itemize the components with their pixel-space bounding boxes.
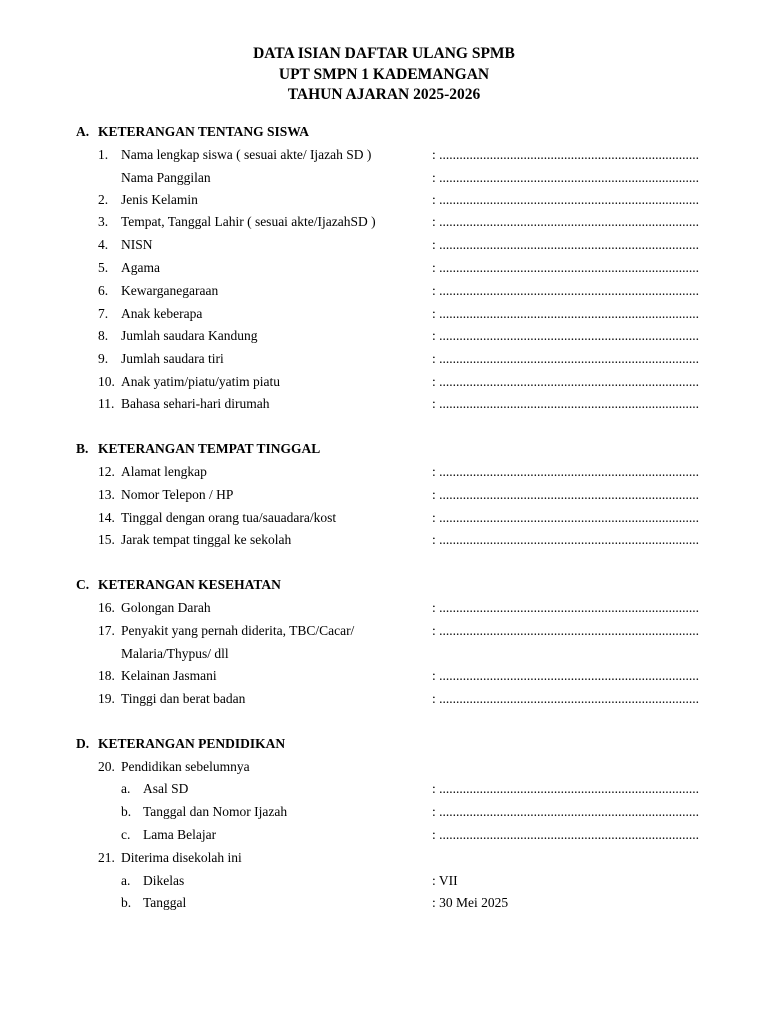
- sub-item-label: Asal SD: [143, 781, 189, 796]
- item-label: Diterima disekolah ini: [121, 850, 242, 865]
- fill-in-field: : .............................................................................: [432, 374, 700, 389]
- item-label: Nama lengkap siswa ( sesuai akte/ Ijazah SD ): [121, 147, 372, 162]
- section-letter: A.: [76, 124, 90, 139]
- item-number: 18.: [98, 668, 115, 683]
- fill-in-field: : .............................................................................: [432, 396, 700, 411]
- fill-in-field: : .............................................................................: [432, 668, 700, 683]
- fill-in-field: : .............................................................................: [432, 827, 700, 842]
- fill-in-field: : .............................................................................: [432, 283, 700, 298]
- sub-item-letter: a.: [121, 873, 131, 888]
- item-label: Anak keberapa: [121, 306, 203, 321]
- item-label: Malaria/Thypus/ dll: [121, 646, 229, 661]
- item-label: Tempat, Tanggal Lahir ( sesuai akte/IjazahSD ): [121, 214, 376, 229]
- section-a-heading: [76, 123, 309, 141]
- item-label: Agama: [121, 260, 160, 275]
- sub-item-label: Lama Belajar: [143, 827, 217, 842]
- section-b-heading: [76, 440, 320, 458]
- item-number: 16.: [98, 600, 115, 615]
- sub-item-label: Tanggal dan Nomor Ijazah: [143, 804, 288, 819]
- fill-in-field: : .............................................................................: [432, 351, 700, 366]
- sub-item-letter: c.: [121, 827, 131, 842]
- item-label: Jarak tempat tinggal ke sekolah: [121, 532, 292, 547]
- fill-in-field: : .............................................................................: [432, 623, 700, 638]
- item-number: 13.: [98, 487, 115, 502]
- sub-item-label: Dikelas: [143, 873, 185, 888]
- section-letter: C.: [76, 577, 90, 592]
- fill-in-field: : .............................................................................: [432, 600, 700, 615]
- fill-in-field: : .............................................................................: [432, 464, 700, 479]
- item-number: 6.: [98, 283, 109, 298]
- section-c-heading: [76, 576, 281, 594]
- title-line-1: DATA ISIAN DAFTAR ULANG SPMB: [253, 45, 515, 62]
- section-title: KETERANGAN PENDIDIKAN: [98, 736, 286, 751]
- fill-in-field: : .............................................................................: [432, 510, 700, 525]
- item-label: Anak yatim/piatu/yatim piatu: [121, 374, 280, 389]
- item-number: 4.: [98, 237, 109, 252]
- section-title: KETERANGAN KESEHATAN: [98, 577, 281, 592]
- item-label: Tinggi dan berat badan: [121, 691, 246, 706]
- fill-in-field: : .............................................................................: [432, 487, 700, 502]
- item-label: Jumlah saudara tiri: [121, 351, 224, 366]
- fill-in-field: : .............................................................................: [432, 804, 700, 819]
- title-line-2: UPT SMPN 1 KADEMANGAN: [278, 65, 490, 83]
- filled-value: : 30 Mei 2025: [432, 895, 509, 910]
- item-label: Tinggal dengan orang tua/sauadara/kost: [121, 510, 337, 525]
- fill-in-field: : .............................................................................: [432, 170, 700, 185]
- fill-in-field: : .............................................................................: [432, 781, 700, 796]
- item-label: Nama Panggilan: [121, 170, 211, 185]
- item-label: Jumlah saudara Kandung: [121, 328, 258, 343]
- title-line-3: TAHUN AJARAN 2025-2026: [287, 86, 481, 103]
- fill-in-field: : .............................................................................: [432, 192, 700, 207]
- filled-value: : VII: [432, 873, 458, 888]
- item-number: 5.: [98, 260, 109, 275]
- fill-in-field: : .............................................................................: [432, 147, 700, 162]
- item-number: 19.: [98, 691, 115, 706]
- item-label: Penyakit yang pernah diderita, TBC/Cacar/: [121, 623, 355, 638]
- sub-item-letter: a.: [121, 781, 131, 796]
- item-label: Kelainan Jasmani: [121, 668, 217, 683]
- item-number: 15.: [98, 532, 115, 547]
- item-number: 21.: [98, 850, 115, 865]
- item-label: NISN: [121, 237, 153, 252]
- item-label: Kewarganegaraan: [121, 283, 219, 298]
- fill-in-field: : .............................................................................: [432, 328, 700, 343]
- item-label: Golongan Darah: [121, 600, 211, 615]
- fill-in-field: : .............................................................................: [432, 214, 700, 229]
- section-title: KETERANGAN TEMPAT TINGGAL: [98, 441, 321, 456]
- item-label: Pendidikan sebelumnya: [121, 759, 250, 774]
- section-title: KETERANGAN TENTANG SISWA: [98, 124, 310, 139]
- item-number: 11.: [98, 396, 115, 411]
- fill-in-field: : .............................................................................: [432, 532, 700, 547]
- item-number: 7.: [98, 306, 109, 321]
- item-label: Bahasa sehari-hari dirumah: [121, 396, 270, 411]
- item-number: 10.: [98, 374, 115, 389]
- item-number: 2.: [98, 192, 109, 207]
- section-letter: B.: [76, 441, 89, 456]
- section-letter: D.: [76, 736, 90, 751]
- fill-in-field: : .............................................................................: [432, 691, 700, 706]
- fill-in-field: : .............................................................................: [432, 237, 700, 252]
- item-label: Nomor Telepon / HP: [121, 487, 234, 502]
- fill-in-field: : .............................................................................: [432, 306, 700, 321]
- item-number: 20.: [98, 759, 115, 774]
- item-number: 8.: [98, 328, 109, 343]
- item-number: 1.: [98, 147, 109, 162]
- item-number: 14.: [98, 510, 115, 525]
- item-number: 17.: [98, 623, 115, 638]
- sub-item-letter: b.: [121, 895, 132, 910]
- section-d-heading: [76, 735, 285, 753]
- item-number: 9.: [98, 351, 109, 366]
- item-number: 12.: [98, 464, 115, 479]
- fill-in-field: : .............................................................................: [432, 260, 700, 275]
- item-label: Jenis Kelamin: [121, 192, 198, 207]
- document-title: [0, 44, 768, 106]
- sub-item-label: Tanggal: [143, 895, 187, 910]
- item-number: 3.: [98, 214, 109, 229]
- item-label: Alamat lengkap: [121, 464, 207, 479]
- sub-item-letter: b.: [121, 804, 132, 819]
